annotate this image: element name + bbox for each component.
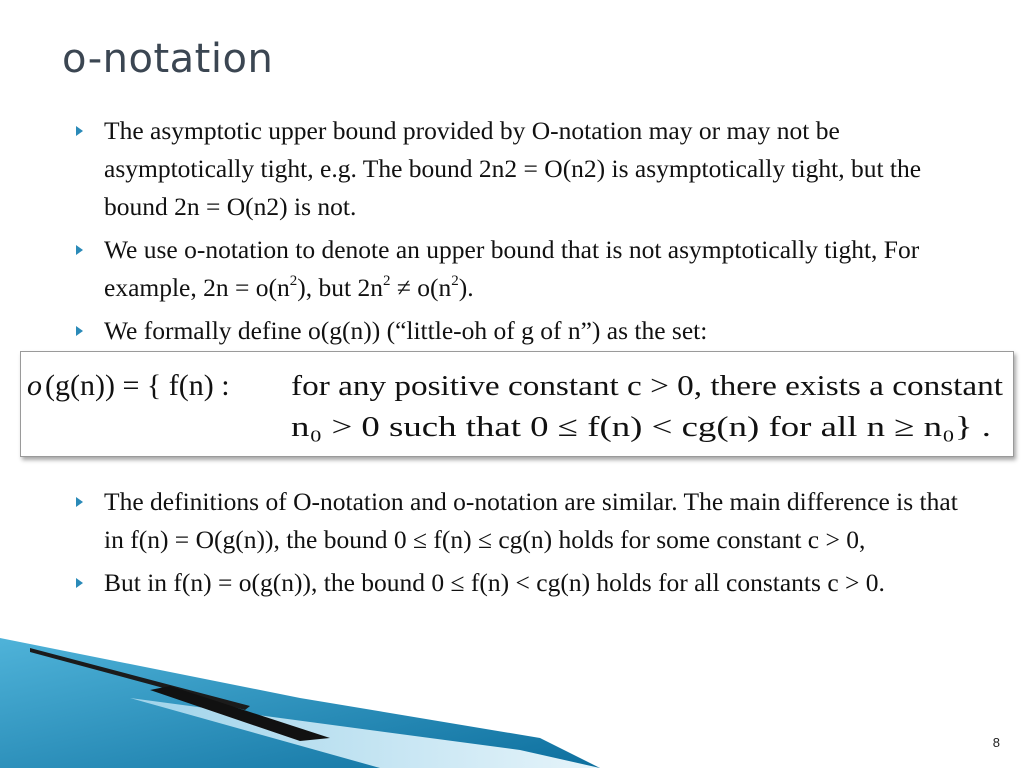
bullet-arrow-icon — [76, 126, 83, 136]
bullet-item: The definitions of O-notation and o-notation are similar. The main difference is that in f(n) = O(g(n)), the bound 0 ≤ f(n) ≤ cg(n) holds for some constant c > 0, — [72, 483, 972, 559]
bullet-item: But in f(n) = o(g(n)), the bound 0 ≤ f(n) < cg(n) holds for all constants c > 0. — [72, 564, 972, 602]
definition-box — [20, 351, 1014, 457]
bullet-list-bottom — [72, 483, 972, 607]
bullet-list-top — [72, 112, 972, 355]
slide-number: 8 — [992, 735, 1000, 750]
bullet-item: We use o-notation to denote an upper bound that is not asymptotically tight, For example, $2n = o(n^2)$, but $2n^2 \ne o(n^2)$. — [72, 231, 972, 307]
bullet-arrow-icon — [76, 578, 83, 588]
slide-title: o-notation — [62, 36, 274, 82]
definition-line-1: for any positive constant c > 0, there exists a constant — [291, 370, 1003, 402]
decorative-wave — [0, 638, 1024, 768]
definition-lhs-o: o — [27, 369, 42, 402]
definition-lhs: (g(n)) = { f(n) : — [45, 369, 230, 402]
bullet-arrow-icon — [76, 245, 83, 255]
bullet-item: We formally define o(g(n)) (“little-oh of g of n”) as the set: — [72, 312, 972, 350]
bullet-arrow-icon — [76, 326, 83, 336]
bullet-item: The asymptotic upper bound provided by O-notation may or may not be asymptotically tight, e.g. The bound 2n2 = O(n2) is asymptotically tight, but the bound 2n = O(n2) is not. — [72, 112, 972, 226]
definition-formula — [21, 352, 1013, 456]
bullet-arrow-icon — [76, 497, 83, 507]
definition-line-2: n₀ > 0 such that 0 ≤ f(n) < cg(n) for all n ≥ n₀} . — [291, 411, 991, 443]
